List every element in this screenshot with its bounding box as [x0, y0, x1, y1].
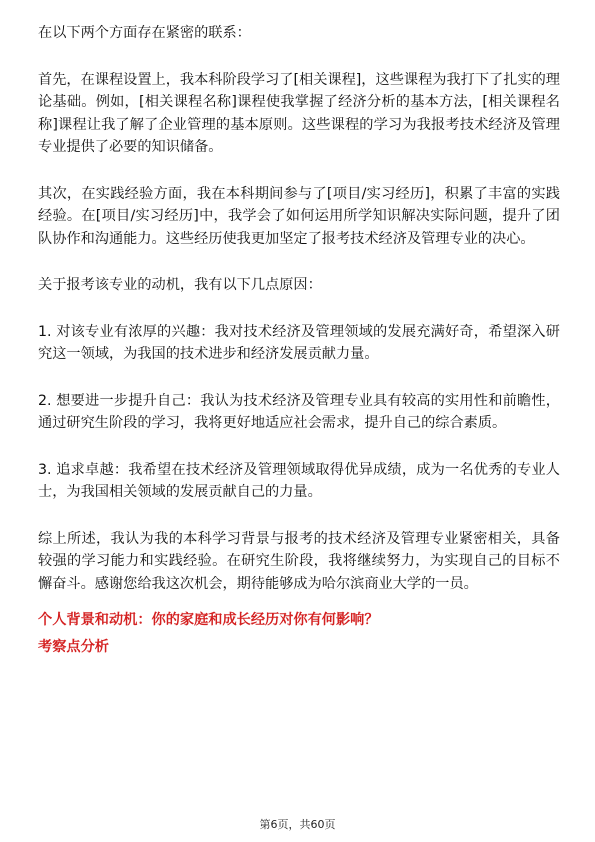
practice-paragraph: 其次，在实践经验方面，我在本科期间参与了[项目/实习经历]，积累了丰富的实践经验。在[项目/实习经历]中，我学会了如何运用所学知识解决实际问题，提升了团队协作和沟通能力。这些经历使我更加坚定了报考技术经济及管理专业的决心。 [38, 185, 560, 247]
reason-item-1: 1. 对该专业有浓厚的兴趣：我对技术经济及管理领域的发展充满好奇，希望深入研究这一领域，为我国的技术进步和经济发展贡献力量。 [38, 323, 560, 362]
analysis-heading: 考察点分析 [38, 638, 109, 655]
conclusion-paragraph: 综上所述，我认为我的本科学习背景与报考的技术经济及管理专业紧密相关，具备较强的学习能力和实践经验。在研究生阶段，我将继续努力，为实现自己的目标不懈奋斗。感谢您给我这次机会，期待能够成为哈尔滨商业大学的一员。 [38, 530, 560, 592]
reason-item-3: 3. 追求卓越：我希望在技术经济及管理领域取得优异成绩，成为一名优秀的专业人士，为我国相关领域的发展贡献自己的力量。 [38, 461, 560, 500]
document-body [38, 22, 560, 658]
intro-line: 在以下两个方面存在紧密的联系： [38, 25, 251, 41]
page-number-footer: 第6页，共60页 [259, 818, 336, 831]
question-heading: 个人背景和动机：你的家庭和成长经历对你有何影响？ [38, 612, 379, 628]
course-paragraph: 首先，在课程设置上，我本科阶段学习了[相关课程]，这些课程为我打下了扎实的理论基础。例如，[相关课程名称]课程使我掌握了经济分析的基本方法，[相关课程名称]课程让我了解了企业管理的基本原则。这些课程的学习为我报考技术经济及管理专业提供了必要的知识储备。 [38, 71, 560, 155]
reason-item-2: 2. 想要进一步提升自己：我认为技术经济及管理专业具有较高的实用性和前瞻性，通过研究生阶段的学习，我将更好地适应社会需求，提升自己的综合素质。 [38, 392, 560, 431]
motivation-intro: 关于报考该专业的动机，我有以下几点原因： [38, 277, 322, 293]
